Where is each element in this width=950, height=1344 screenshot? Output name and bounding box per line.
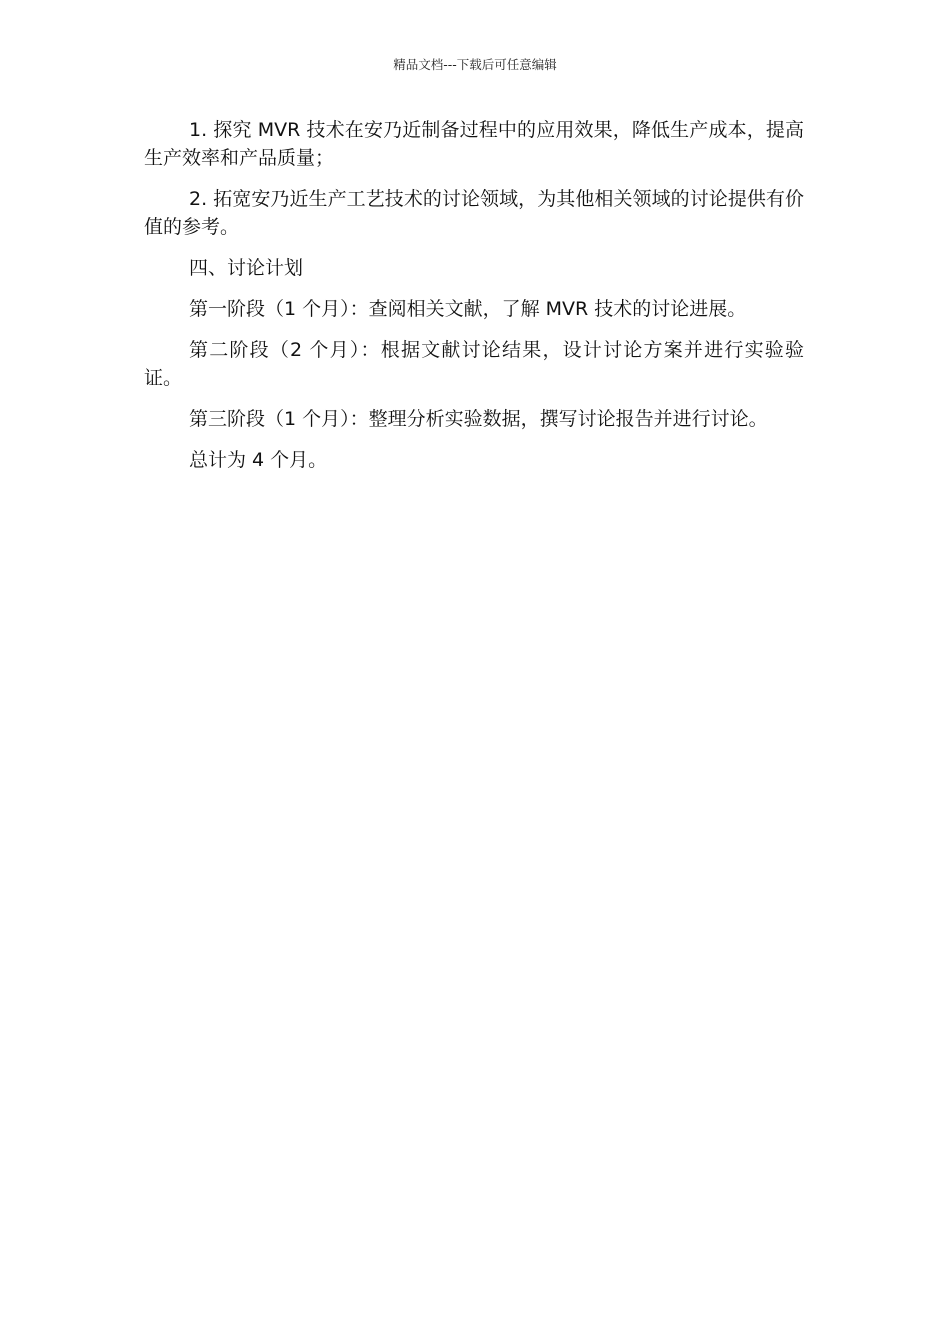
objective-item-2: 2. 拓宽安乃近生产工艺技术的讨论领域，为其他相关领域的讨论提供有价值的参考。 [144,188,804,238]
phase-2: 第二阶段（2 个月）：根据文献讨论结果，设计讨论方案并进行实验验证。 [144,339,804,389]
phase-3: 第三阶段（1 个月）：整理分析实验数据，撰写讨论报告并进行讨论。 [189,408,768,430]
document-body [144,116,804,487]
objective-item-1: 1. 探究 MVR 技术在安乃近制备过程中的应用效果，降低生产成本，提高生产效率和产品质量； [144,119,804,169]
section-heading-plan: 四、讨论计划 [189,257,304,279]
page-header: 精品文档---下载后可任意编辑 [393,57,557,72]
phase-1: 第一阶段（1 个月）：查阅相关文献，了解 MVR 技术的讨论进展。 [189,298,747,320]
total-duration: 总计为 4 个月。 [189,449,328,471]
